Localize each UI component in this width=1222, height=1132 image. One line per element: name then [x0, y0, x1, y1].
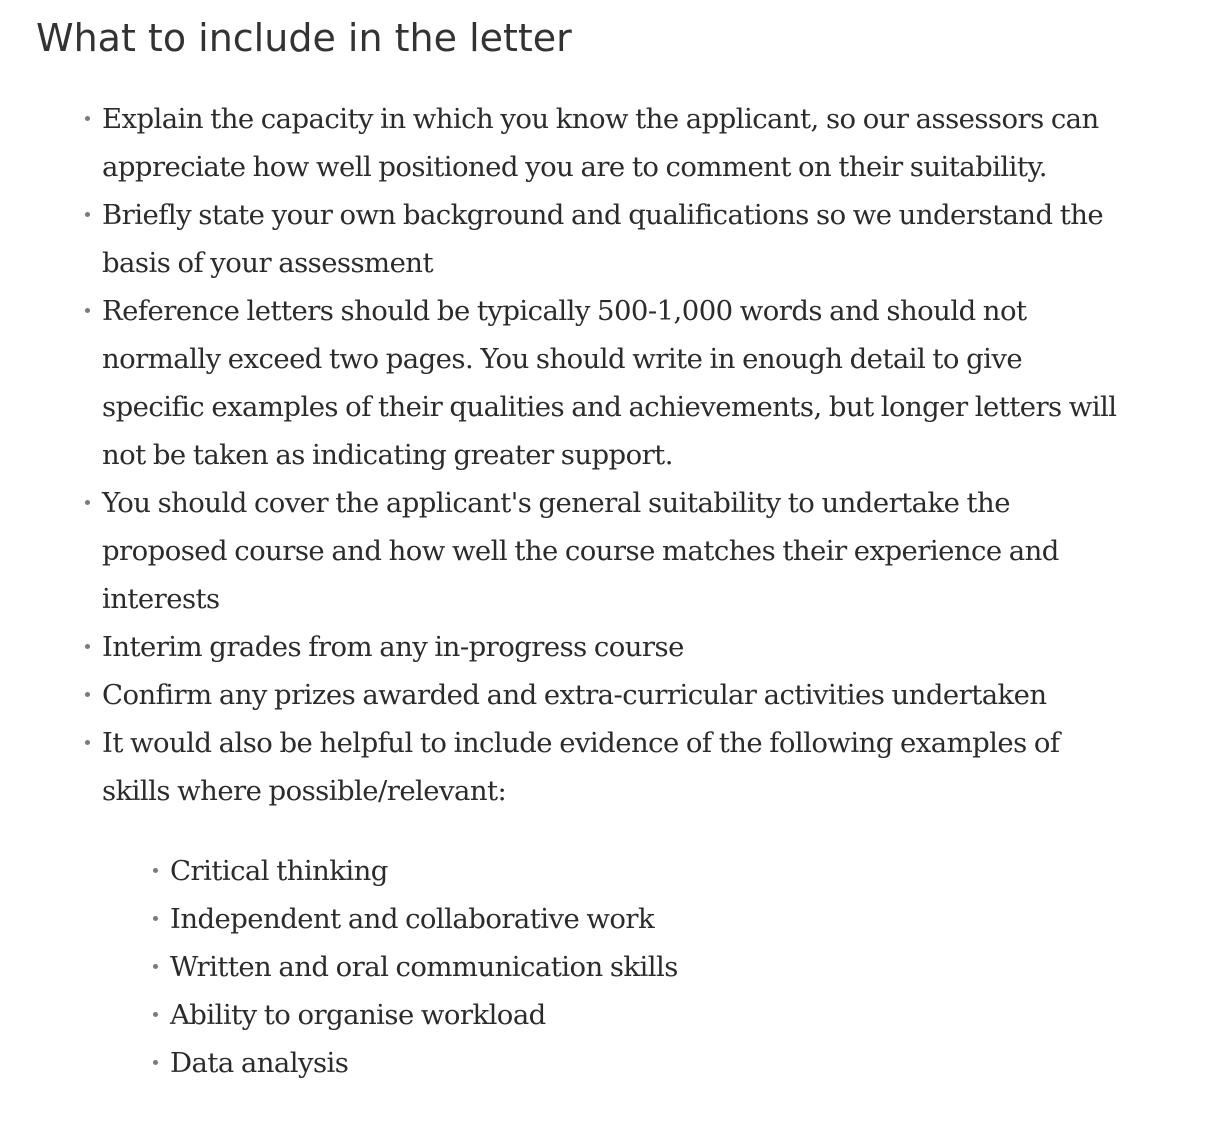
- skill-item-data-analysis: Data analysis: [170, 1039, 1170, 1087]
- section-heading: What to include in the letter: [36, 16, 572, 60]
- guidance-item-line: Reference letters should be typically 500-1,000 words and should not: [102, 295, 1027, 327]
- guidance-item-suitability: [102, 479, 1212, 623]
- guidance-item-line: Explain the capacity in which you know the applicant, so our assessors can: [102, 103, 1099, 135]
- guidance-item-length: [102, 287, 1212, 479]
- skill-item-organise-workload: Ability to organise workload: [170, 991, 1170, 1039]
- guidance-item-prizes: [102, 671, 1212, 719]
- guidance-item-line: It would also be helpful to include evidence of the following examples of: [102, 727, 1060, 759]
- guidance-item-background: [102, 191, 1212, 287]
- guidance-item-line: Briefly state your own background and qualifications so we understand the: [102, 199, 1104, 231]
- guidance-item-line: normally exceed two pages. You should write in enough detail to give: [102, 343, 1023, 375]
- skills-list: [170, 847, 1170, 1087]
- guidance-item-line: appreciate how well positioned you are to comment on their suitability.: [102, 151, 1047, 183]
- guidance-list: [102, 95, 1212, 815]
- guidance-item-line: Confirm any prizes awarded and extra-curricular activities undertaken: [102, 679, 1047, 711]
- guidance-item-line: specific examples of their qualities and achievements, but longer letters will: [102, 391, 1117, 423]
- skill-item-independent-collaborative-work: Independent and collaborative work: [170, 895, 1170, 943]
- guidance-item-line: You should cover the applicant's general suitability to undertake the: [102, 487, 1010, 519]
- guidance-item-line: basis of your assessment: [102, 247, 433, 279]
- guidance-item-skills-evidence: [102, 719, 1212, 815]
- guidance-item-line: proposed course and how well the course matches their experience and: [102, 535, 1059, 567]
- guidance-item-line: not be taken as indicating greater support.: [102, 439, 673, 471]
- guidance-item-line: interests: [102, 583, 220, 615]
- guidance-item-capacity: [102, 95, 1212, 191]
- skill-item-critical-thinking: Critical thinking: [170, 847, 1170, 895]
- guidance-item-line: skills where possible/relevant:: [102, 775, 507, 807]
- guidance-item-line: Interim grades from any in-progress course: [102, 631, 684, 663]
- skill-item-communication: Written and oral communication skills: [170, 943, 1170, 991]
- guidance-item-interim-grades: [102, 623, 1212, 671]
